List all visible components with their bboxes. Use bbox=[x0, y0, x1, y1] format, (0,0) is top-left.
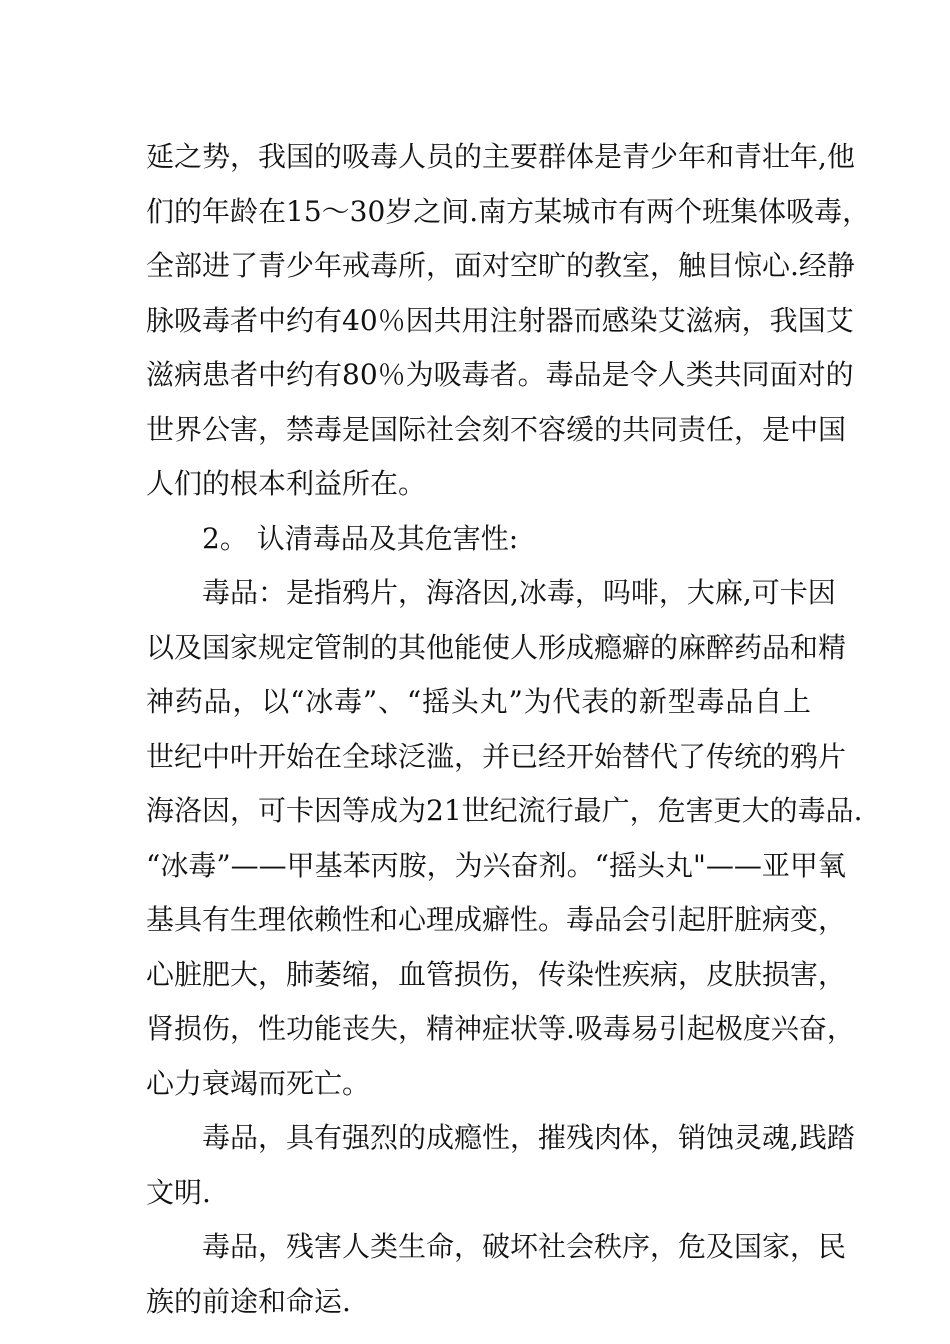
text-line: 基具有生理依赖性和心理成癖性。毒品会引起肝脏病变， bbox=[146, 903, 847, 936]
document-body bbox=[146, 130, 871, 1329]
text-line: 心力衰竭而死亡。 bbox=[146, 1066, 371, 1100]
text-line: 族的前途和命运. bbox=[146, 1284, 351, 1318]
section-heading: 2。 认清毒品及其危害性: bbox=[202, 521, 519, 555]
text-line: 文明. bbox=[146, 1175, 211, 1209]
text-line: 心脏肥大，肺萎缩，血管损伤，传染性疾病，皮肤损害， bbox=[146, 957, 847, 991]
text-line: 世界公害，禁毒是国际社会刻不容缓的共同责任，是中国 bbox=[146, 412, 847, 446]
text-line: 世纪中叶开始在全球泛滥，并已经开始替代了传统的鸦片 bbox=[146, 739, 847, 773]
text-line: 全部进了青少年戒毒所，面对空旷的教室，触目惊心.经静 bbox=[146, 249, 855, 282]
text-line: 们的年龄在15～30岁之间.南方某城市有两个班集体吸毒， bbox=[146, 194, 871, 228]
text-line: 毒品，残害人类生命，破坏社会秩序，危及国家，民 bbox=[202, 1230, 847, 1263]
text-line: 以及国家规定管制的其他能使人形成瘾癖的麻醉药品和精 bbox=[146, 630, 847, 664]
text-line: 脉吸毒者中约有40％因共用注射器而感染艾滋病，我国艾 bbox=[146, 303, 854, 337]
text-line: 海洛因，可卡因等成为21世纪流行最广，危害更大的毒品. bbox=[146, 794, 863, 827]
text-line: 神药品，以“冰毒”、“摇头丸”为代表的新型毒品自上 bbox=[146, 685, 811, 718]
text-line: 人们的根本利益所在。 bbox=[146, 467, 427, 500]
text-line: “冰毒”——甲基苯丙胺，为兴奋剂。“摇头丸"——亚甲氧 bbox=[146, 848, 846, 882]
text-line: 毒品：是指鸦片，海洛因,冰毒，吗啡，大麻,可卡因 bbox=[202, 576, 836, 609]
text-line: 延之势，我国的吸毒人员的主要群体是青少年和青壮年,他 bbox=[146, 140, 855, 173]
text-line: 毒品，具有强烈的成瘾性，摧残肉体，销蚀灵魂,践踏 bbox=[202, 1121, 855, 1154]
text-line: 肾损伤，性功能丧失，精神症状等.吸毒易引起极度兴奋， bbox=[146, 1012, 855, 1045]
text-line: 滋病患者中约有80％为吸毒者。毒品是令人类共同面对的 bbox=[146, 358, 854, 391]
